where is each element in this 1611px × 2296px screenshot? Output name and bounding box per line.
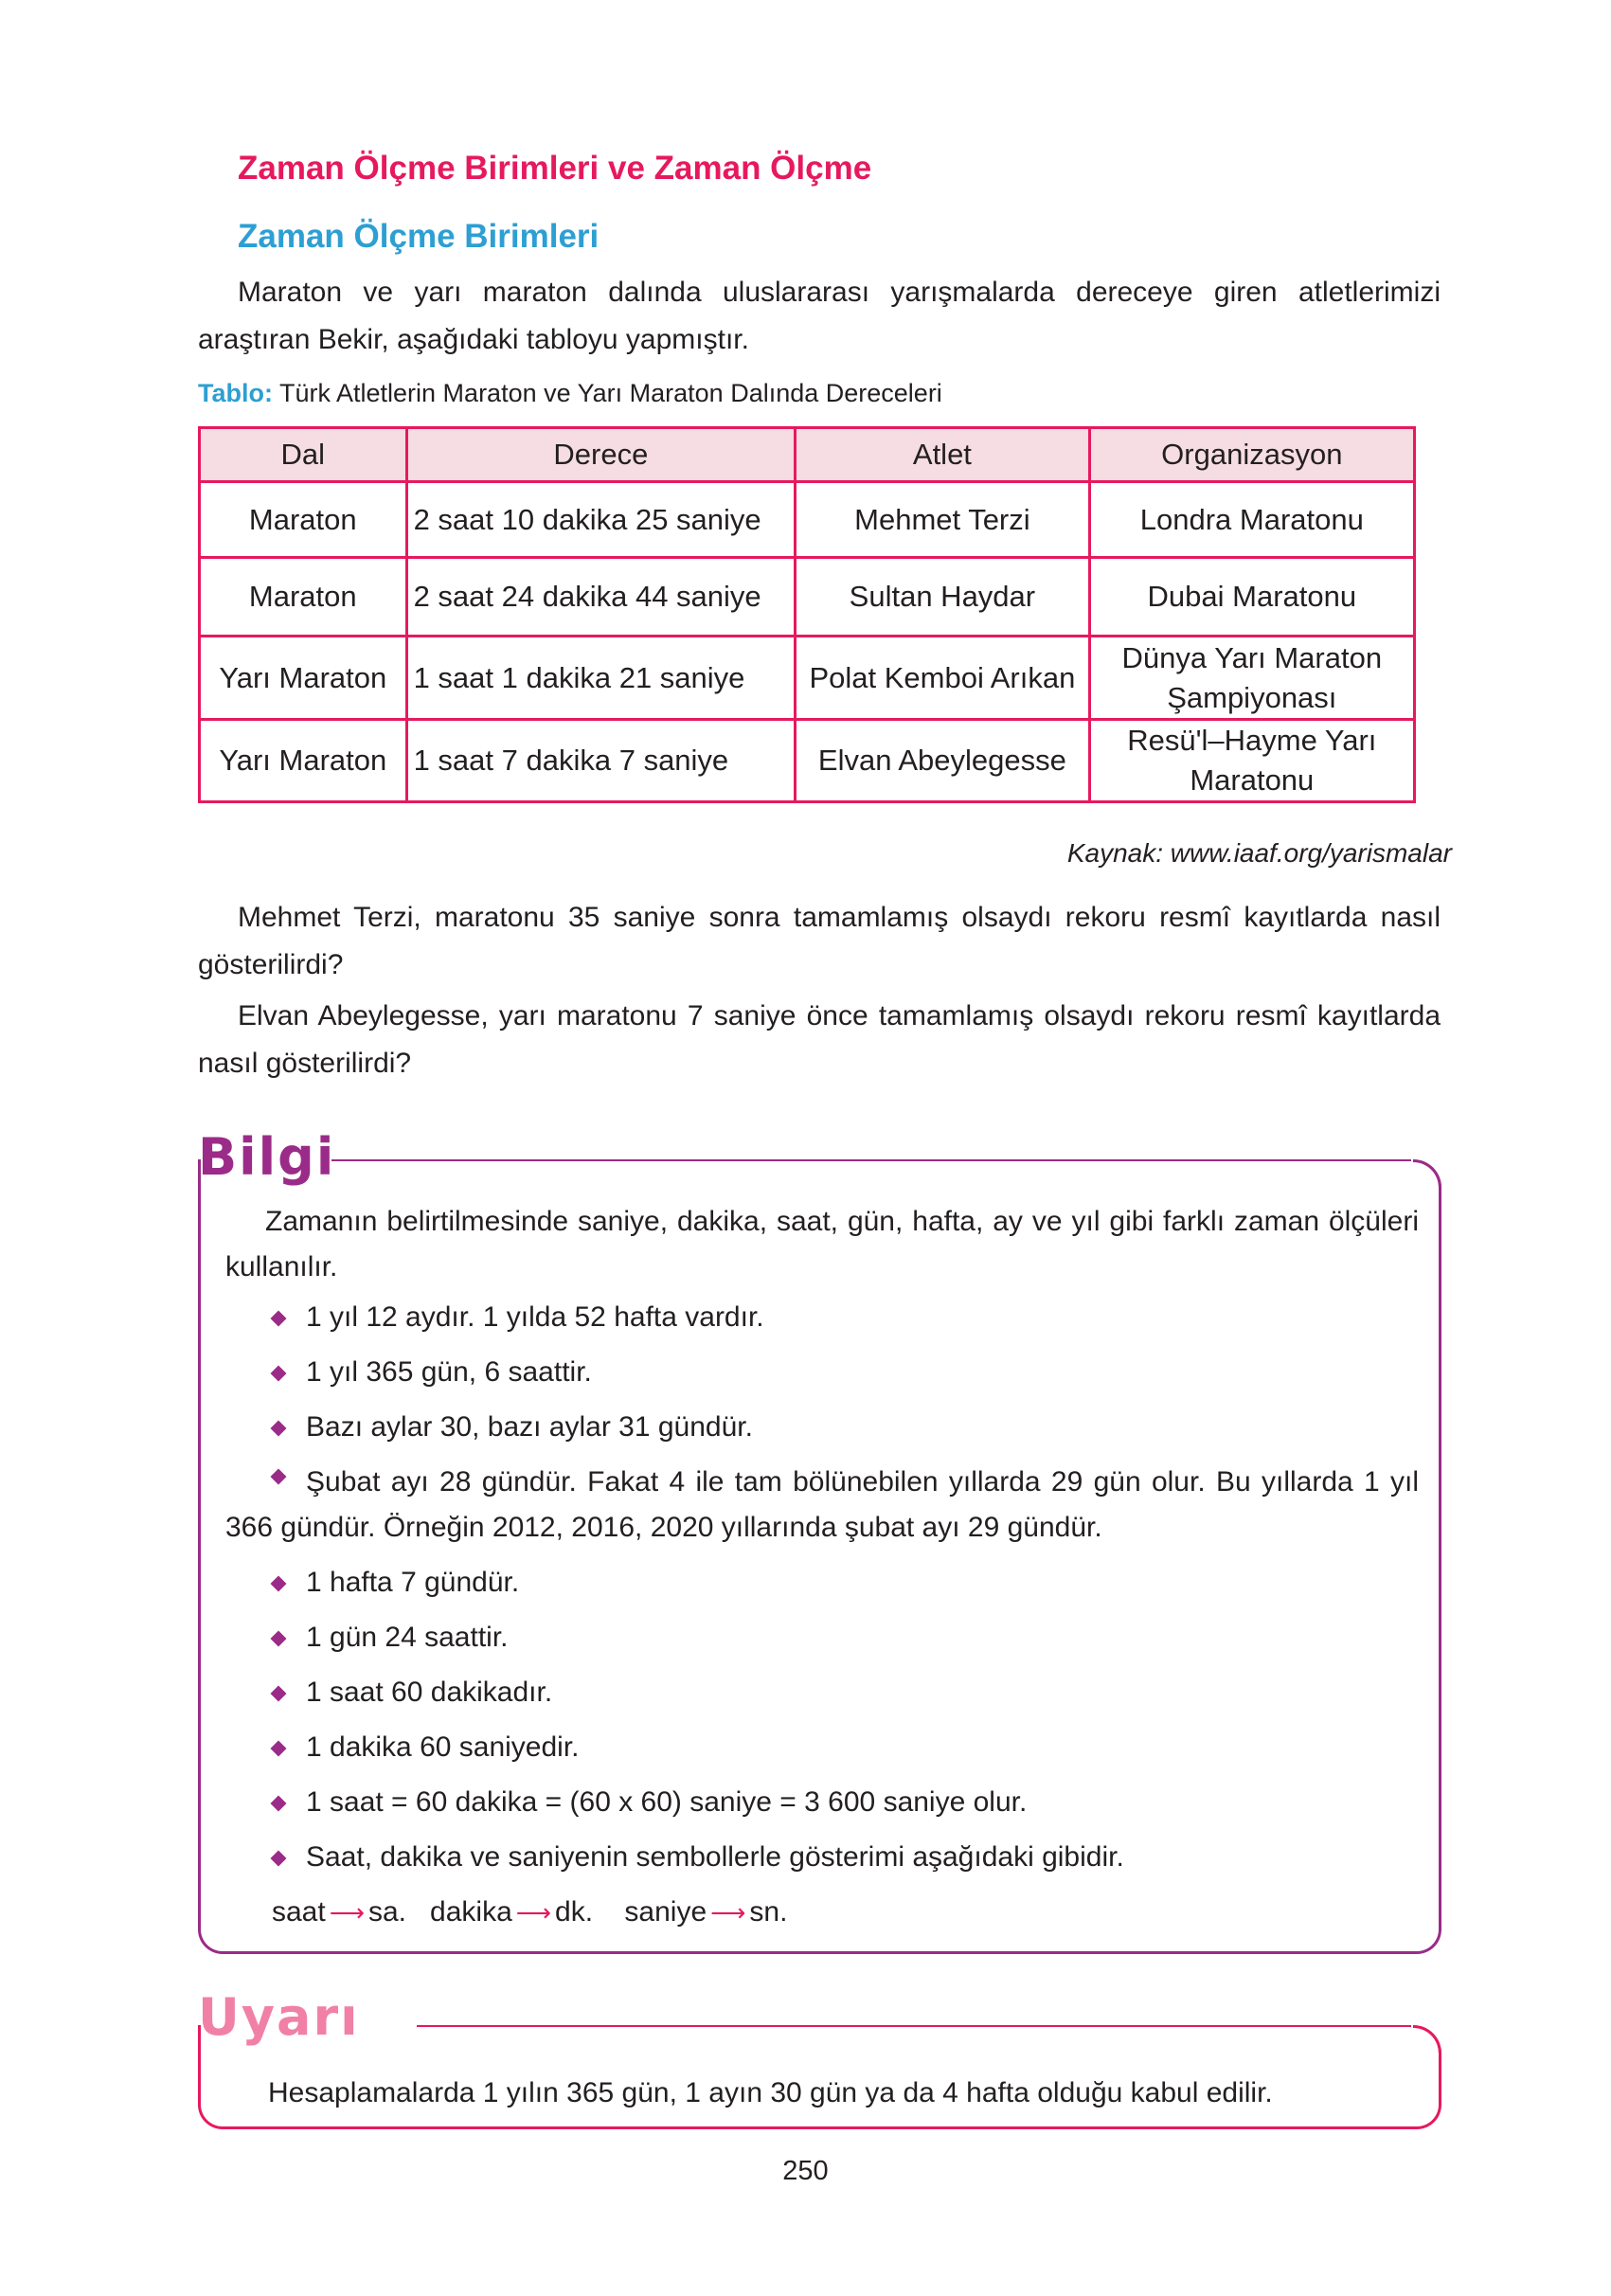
bilgi-item: 1 gün 24 saattir. <box>225 1610 1419 1665</box>
arrow-right-icon: ⟶ <box>329 1898 365 1927</box>
column-header-dal: Dal <box>200 428 407 482</box>
symbol-word: saat <box>272 1896 326 1928</box>
symbol-abbr: sa. <box>368 1896 407 1928</box>
symbol-list <box>225 1885 1419 1940</box>
bilgi-intro: Zamanın belirtilmesinde saniye, dakika, saat, gün, hafta, ay ve yıl gibi farklı zaman ölçüleri kullanılır. <box>225 1206 1419 1283</box>
bilgi-item: Şubat ayı 28 gündür. Fakat 4 ile tam bölünebilen yıllarda 29 gün olur. Bu yıllarda 1 yıl 366 gündür. Örneğin 2012, 2016, 2020 yıllarında şubat ayı 29 gündür. <box>225 1455 1419 1555</box>
bilgi-item: 1 hafta 7 gündür. <box>225 1555 1419 1610</box>
bilgi-item: 1 dakika 60 saniyedir. <box>225 1720 1419 1775</box>
symbol-abbr: dk. <box>555 1896 594 1928</box>
intro-paragraph: Maraton ve yarı maraton dalında uluslararası yarışmalarda dereceye giren atletlerimizi araştıran Bekir, aşağıdaki tabloyu yapmıştır. <box>198 277 1441 355</box>
table-caption <box>198 374 942 412</box>
arrow-right-icon: ⟶ <box>710 1898 746 1927</box>
table-cell: 2 saat 24 dakika 44 saniye <box>406 558 796 637</box>
subsection-heading: Zaman Ölçme Birimleri <box>238 218 600 255</box>
table-cell: Sultan Haydar <box>796 558 1089 637</box>
results-table <box>198 426 1416 803</box>
table-cell: Yarı Maraton <box>200 720 407 802</box>
table-cell: Dünya Yarı Maraton Şampiyonası <box>1089 637 1414 720</box>
table-row <box>200 720 1415 802</box>
symbol-abbr: sn. <box>749 1896 788 1928</box>
bilgi-content <box>225 1199 1419 1940</box>
table-cell: 2 saat 10 dakika 25 saniye <box>406 482 796 558</box>
bilgi-item: 1 yıl 12 aydır. 1 yılda 52 hafta vardır. <box>225 1290 1419 1345</box>
table-cell: Maraton <box>200 558 407 637</box>
column-header-atlet: Atlet <box>796 428 1089 482</box>
source-note: Kaynak: www.iaaf.org/yarismalar <box>1066 838 1452 868</box>
section-heading: Zaman Ölçme Birimleri ve Zaman Ölçme <box>238 150 872 187</box>
uyari-text: Hesaplamalarda 1 yılın 365 gün, 1 ayın 30 gün ya da 4 hafta olduğu kabul edilir. <box>268 2077 1273 2108</box>
table-row <box>200 637 1415 720</box>
bilgi-item: 1 saat 60 dakikadır. <box>225 1665 1419 1720</box>
table-row <box>200 482 1415 558</box>
table-cell: Elvan Abeylegesse <box>796 720 1089 802</box>
table-cell: Londra Maratonu <box>1089 482 1414 558</box>
column-header-derece: Derece <box>406 428 796 482</box>
question-2: Elvan Abeylegesse, yarı maratonu 7 saniye önce tamamlamış olsaydı rekoru resmî kayıtlarda nasıl gösterilirdi? <box>198 1000 1441 1079</box>
bilgi-item: 1 saat = 60 dakika = (60 x 60) saniye = 3 600 saniye olur. <box>225 1775 1419 1830</box>
symbol-word: saniye <box>624 1896 707 1928</box>
symbol-word: dakika <box>430 1896 512 1928</box>
bilgi-item: Saat, dakika ve saniyenin sembollerle gösterimi aşağıdaki gibidir. <box>225 1830 1419 1885</box>
table-cell: Polat Kemboi Arıkan <box>796 637 1089 720</box>
table-caption-text: Türk Atletlerin Maraton ve Yarı Maraton Dalında Dereceleri <box>272 379 942 407</box>
table-cell: Mehmet Terzi <box>796 482 1089 558</box>
table-cell: 1 saat 7 dakika 7 saniye <box>406 720 796 802</box>
table-cell: Yarı Maraton <box>200 637 407 720</box>
page-number: 250 <box>782 2156 829 2186</box>
table-cell: Maraton <box>200 482 407 558</box>
bilgi-item: 1 yıl 365 gün, 6 saattir. <box>225 1345 1419 1400</box>
table-cell: Dubai Maratonu <box>1089 558 1414 637</box>
table-caption-label: Tablo: <box>198 379 273 407</box>
table-cell: Resü'l–Hayme Yarı Maratonu <box>1089 720 1414 802</box>
table-row <box>200 558 1415 637</box>
column-header-organizasyon: Organizasyon <box>1089 428 1414 482</box>
arrow-right-icon: ⟶ <box>515 1898 552 1927</box>
bilgi-item: Bazı aylar 30, bazı aylar 31 gündür. <box>225 1400 1419 1455</box>
table-cell: 1 saat 1 dakika 21 saniye <box>406 637 796 720</box>
question-1: Mehmet Terzi, maratonu 35 saniye sonra tamamlamış olsaydı rekoru resmî kayıtlarda nasıl gösterilirdi? <box>198 902 1441 980</box>
bilgi-title: Bilgi <box>198 1127 336 1187</box>
uyari-title: Uyarı <box>198 1987 360 2047</box>
table-header-row <box>200 428 1415 482</box>
